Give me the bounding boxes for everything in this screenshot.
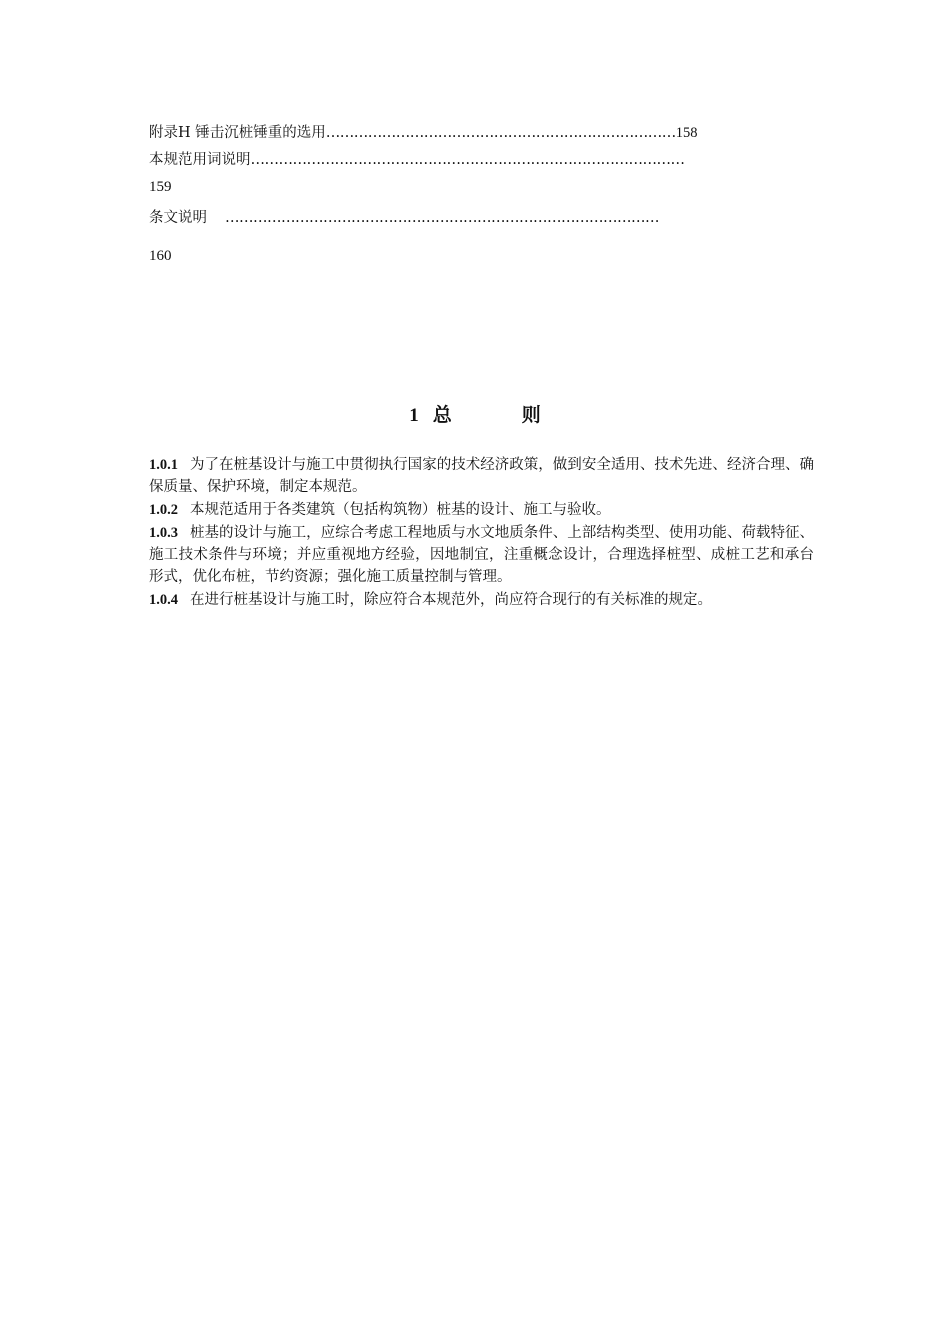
clause-1-0-1	[149, 454, 814, 498]
clause-1-0-2	[149, 499, 814, 521]
clause-text: 为了在桩基设计与施工中贯彻执行国家的技术经济政策，做到安全适用、技术先进、经济合理、确保质量、保护环境，制定本规范。	[149, 457, 814, 495]
clause-text: 本规范适用于各类建筑（包括构筑物）桩基的设计、施工与验收。	[190, 502, 611, 518]
toc-entry-commentary[interactable]	[149, 208, 804, 228]
toc-leader-dots: …………………………………………………………………………………	[225, 210, 659, 226]
clause-number: 1.0.3	[149, 525, 178, 541]
clause-1-0-3	[149, 522, 814, 588]
clause-number: 1.0.4	[149, 592, 178, 608]
clause-text: 在进行桩基设计与施工时，除应符合本规范外，尚应符合现行的有关标准的规定。	[190, 592, 712, 608]
toc-page-number: 158	[675, 125, 698, 141]
clause-1-0-4	[149, 589, 814, 611]
toc-label: 条文说明	[149, 210, 207, 226]
clause-number: 1.0.1	[149, 457, 178, 473]
toc-page-number: 160	[149, 248, 172, 264]
toc-label: 本规范用词说明	[149, 152, 251, 168]
clause-number: 1.0.2	[149, 502, 178, 518]
toc-entry-wording[interactable]	[149, 150, 789, 170]
toc-label: 附录H 锤击沉桩锤重的选用	[149, 125, 326, 141]
toc-page-number: 159	[149, 179, 172, 195]
chapter-title-char-2: 则	[521, 404, 541, 426]
toc-leader-dots: …………………………………………………………………………………	[250, 152, 685, 168]
clause-list	[149, 454, 814, 612]
chapter-number: 1	[409, 405, 419, 426]
clause-text: 桩基的设计与施工，应综合考虑工程地质与水文地质条件、上部结构类型、使用功能、荷载特征、施工技术条件与环境；并应重视地方经验，因地制宜，注重概念设计，合理选择桩型、成桩工艺和承台形式，优化布桩，节约资源；强化施工质量控制与管理。	[149, 525, 814, 585]
toc-entry-appendix-h[interactable]	[149, 123, 698, 143]
chapter-title-char-1: 总	[432, 404, 452, 426]
toc-leader-dots: …………………………………………………………………	[325, 125, 676, 141]
chapter-title	[0, 403, 950, 428]
